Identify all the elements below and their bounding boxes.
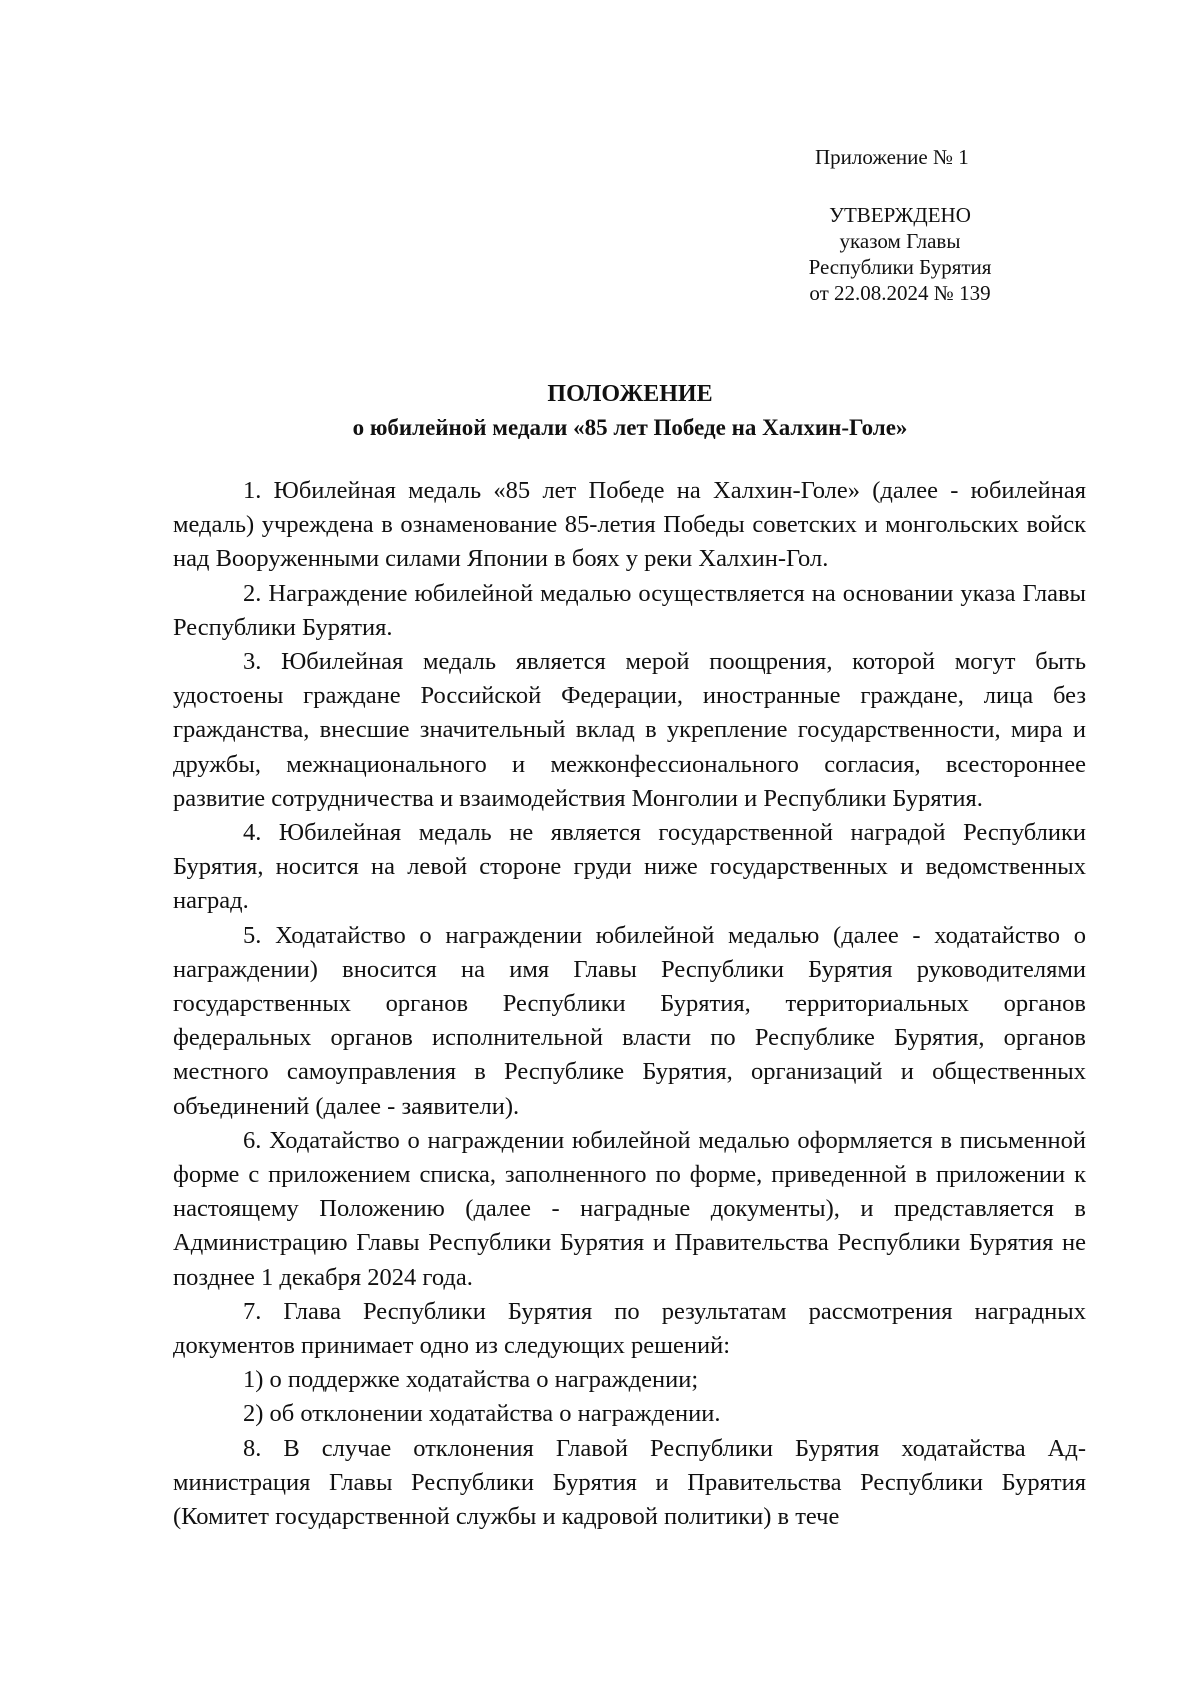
approval-date-number: от 22.08.2024 № 139	[809, 281, 991, 305]
document-title: ПОЛОЖЕНИЕ	[547, 381, 713, 407]
document-subtitle: о юбилейной медали «85 лет Победе на Халхин-Голе»	[352, 415, 908, 440]
paragraph-6: 6. Ходатайство о награждении юбилейной медалью оформляется в письменной форме с приложением списка, заполненного по форме, приведенной в приложении к настоящему Положению (далее - наградные документы), и представляется в Администрацию Главы Республики Бурятия и Правительства Республики Бурятия не позднее 1 декабря 2024 года.	[173, 1126, 1086, 1291]
list-item-2: 2) об отклонении ходатайства о награждении.	[243, 1400, 721, 1428]
approval-by-decree: указом Главы	[839, 229, 961, 253]
appendix-label: Приложение № 1	[815, 145, 969, 169]
approval-block	[770, 202, 1030, 306]
approval-republic: Республики Бурятия	[808, 255, 992, 279]
paragraph-7: 7. Глава Республики Бурятия по результатам рассмотрения наградных документов принимает одно из следующих решений:	[173, 1297, 1086, 1360]
list-item-1: 1) о поддержке ходатайства о награждении;	[243, 1366, 699, 1394]
paragraph-2: 2. Награждение юбилейной медалью осуществляется на основании указа Главы Республики Бурятия.	[173, 579, 1086, 641]
document-body	[173, 474, 1086, 1534]
approval-approved: УТВЕРЖДЕНО	[829, 203, 971, 227]
paragraph-5: 5. Ходатайство о награждении юбилейной медалью (далее - ходатайство о награждении) вносится на имя Главы Республики Бурятия руководителями государственных органов Республики Бурятия, территориальных органов федеральных органов исполнительной власти по Республике Бурятия, органов местного самоуправления в Республике Бурятия, организаций и общественных объединений (далее - заявители).	[173, 921, 1086, 1120]
paragraph-8: 8. В случае отклонения Главой Республики Бурятия ходатайства Администрация Главы Республики Бурятия и Правительства Республики Бурятия (Комитет государственной службы и кадровой политики) в тече	[173, 1434, 1086, 1531]
paragraph-1: 1. Юбилейная медаль «85 лет Победе на Халхин-Голе» (далее - юбилейная медаль) учреждена в ознаменование 85-летия Победы советских и монгольских войск над Вооруженными силами Японии в боях у реки Халхин-Гол.	[173, 477, 1086, 573]
paragraph-4: 4. Юбилейная медаль не является государственной наградой Республики Бурятия, носится на левой стороне груди ниже государственных и ведомственных наград.	[173, 819, 1086, 915]
document-title-block	[170, 378, 1090, 444]
paragraph-3: 3. Юбилейная медаль является мерой поощрения, которой могут быть удостоены граждане Российской Федерации, иностранные граждане, лица без гражданства, внесшие значительный вклад в укрепление государственности, мира и дружбы, межнационального и межконфессионального согласия, всестороннее развитие сотрудничества и взаимодействия Монголии и Республики Бурятия.	[173, 648, 1086, 812]
